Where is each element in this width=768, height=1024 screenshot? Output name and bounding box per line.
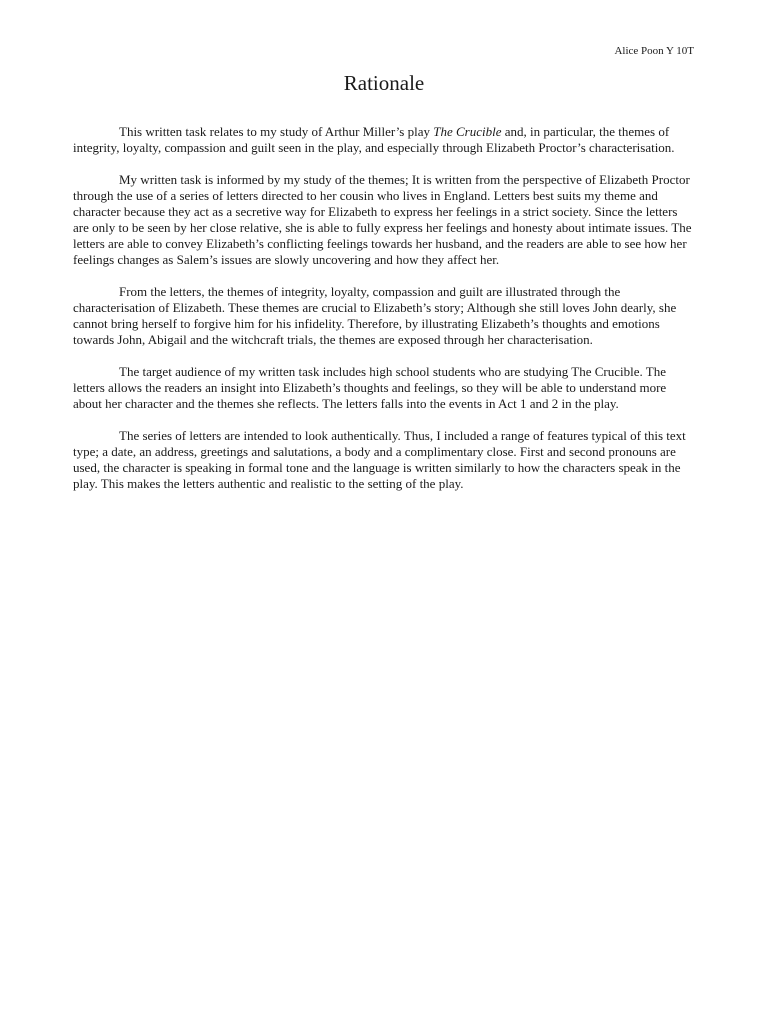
paragraph-1-text-b: and, in particular, the themes of integrity, loyalty, compassion and guilt seen in the play, and especially through Elizabeth Proctor’s characterisation. [73,124,675,155]
paragraph-4: The target audience of my written task includes high school students who are studying The Crucible. The letters allows the readers an insight into Elizabeth’s thoughts and feelings, so they will be able to understand more about her character and the themes she reflects. The letters falls into the events in Act 1 and 2 in the play. [73,364,667,411]
document-body [73,124,695,508]
paragraph-3: From the letters, the themes of integrity, loyalty, compassion and guilt are illustrated through the characterisation of Elizabeth. These themes are crucial to Elizabeth’s story; Although she still loves John dearly, she cannot bring herself to forgive him for his infidelity. Therefore, by illustrating Elizabeth’s thoughts and emotions towards John, Abigail and the witchcraft trials, the themes are exposed through her characterisation. [73,284,677,347]
paragraph-1 [73,124,695,156]
play-title-italic: The Crucible [433,124,502,139]
author-line: Alice Poon Y 10T [614,45,694,57]
paragraph-5: The series of letters are intended to look authentically. Thus, I included a range of features typical of this text type; a date, an address, greetings and salutations, a body and a complimentary close. First and second pronouns are used, the character is speaking in formal tone and the language is written similarly to how the characters speak in the play. This makes the letters authentic and realistic to the setting of the play. [73,428,686,491]
paragraph-2: My written task is informed by my study of the themes; It is written from the perspective of Elizabeth Proctor through the use of a series of letters directed to her cousin who lives in England. Letters best suits my theme and character because they act as a secretive way for Elizabeth to express her feelings in a strict society. Since the letters are only to be seen by her close relative, she is able to fully express her feelings and honesty about intimate issues. The letters are able to convey Elizabeth’s conflicting feelings towards her husband, and the readers are able to see how her feelings changes as Salem’s issues are slowly uncovering and how they affect her. [73,172,692,267]
paragraph-1-text-a: This written task relates to my study of Arthur Miller’s play [119,124,434,139]
document-title: Rationale [343,71,425,95]
